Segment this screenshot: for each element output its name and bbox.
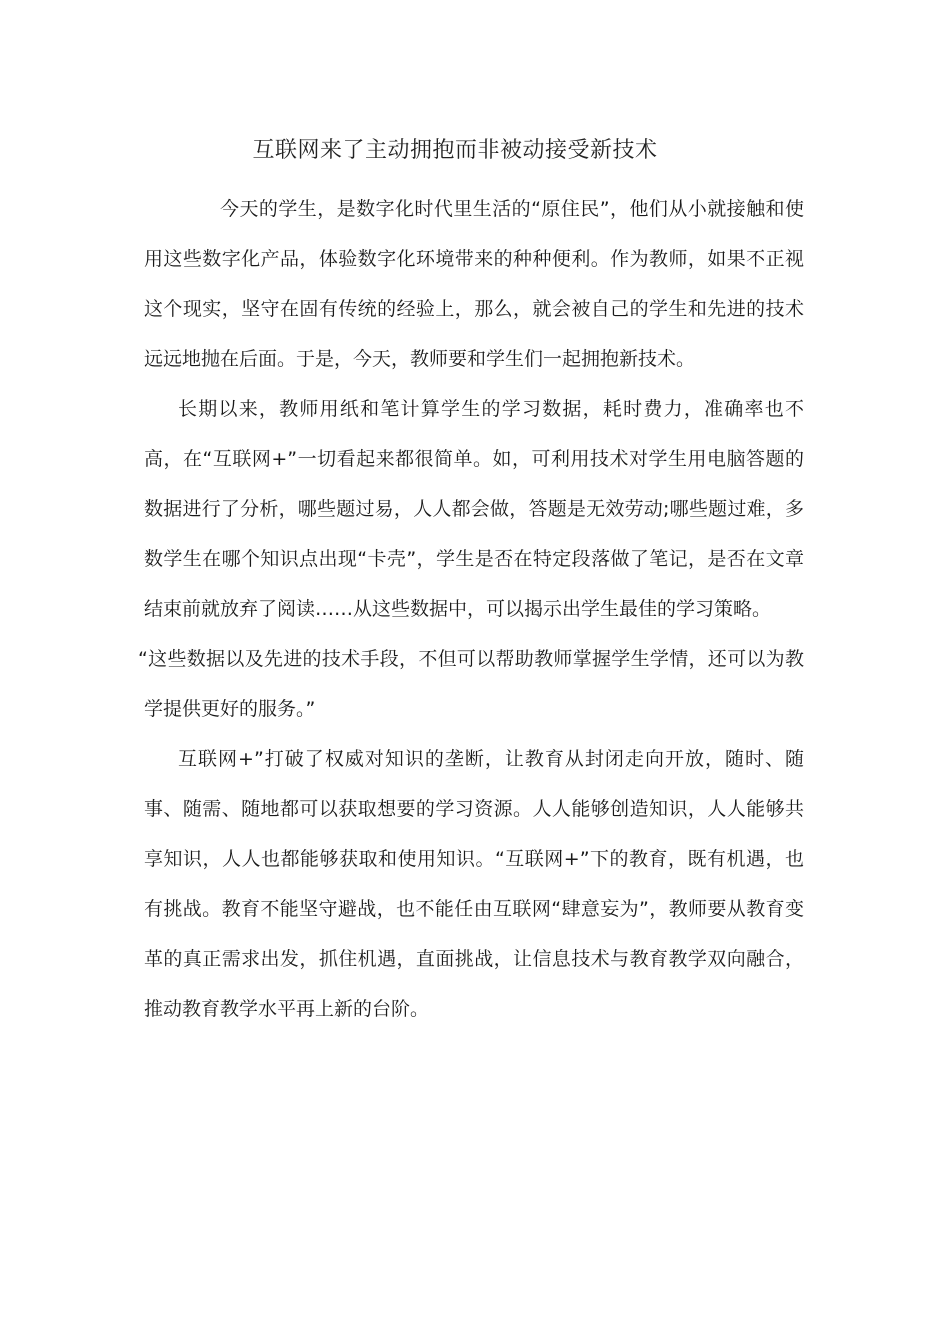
paragraph-1: 今天的学生，是数字化时代里生活的“原住民”，他们从小就接触和使用这些数字化产品，体验数字化环境带来的种种便利。作为教师，如果不正视这个现实，坚守在固有传统的经验上，那么，就会被自己的学生和先进的技术远远地抛在后面。于是，今天，教师要和学生们一起拥抱新技术。: [144, 198, 804, 370]
document-title: 互联网来了主动拥抱而非被动接受新技术: [252, 138, 658, 163]
paragraph-4: 互联网+”打破了权威对知识的垄断，让教育从封闭走向开放，随时、随事、随需、随地都可以获取想要的学习资源。人人能够创造知识，人人能够共享知识，人人也都能够获取和使用知识。“互联网+”下的教育，既有机遇，也有挑战。教育不能坚守避战，也不能任由互联网“肆意妄为”，教师要从教育变革的真正需求出发，抓住机遇，直面挑战，让信息技术与教育教学双向融合，推动教育教学水平再上新的台阶。: [144, 748, 804, 1020]
paragraph-2: 长期以来，教师用纸和笔计算学生的学习数据，耗时费力，准确率也不高，在“互联网+”一切看起来都很简单。如，可利用技术对学生用电脑答题的数据进行了分析，哪些题过易，人人都会做，答题是无效劳动;哪些题过难，多数学生在哪个知识点出现“卡壳”，学生是否在特定段落做了笔记，是否在文章结束前就放弃了阅读……从这些数据中，可以揭示出学生最佳的学习策略。: [144, 398, 804, 620]
document-body: [138, 184, 804, 1034]
paragraph-3: “这些数据以及先进的技术手段，不但可以帮助教师掌握学生学情，还可以为教学提供更好的服务。”: [138, 648, 804, 720]
